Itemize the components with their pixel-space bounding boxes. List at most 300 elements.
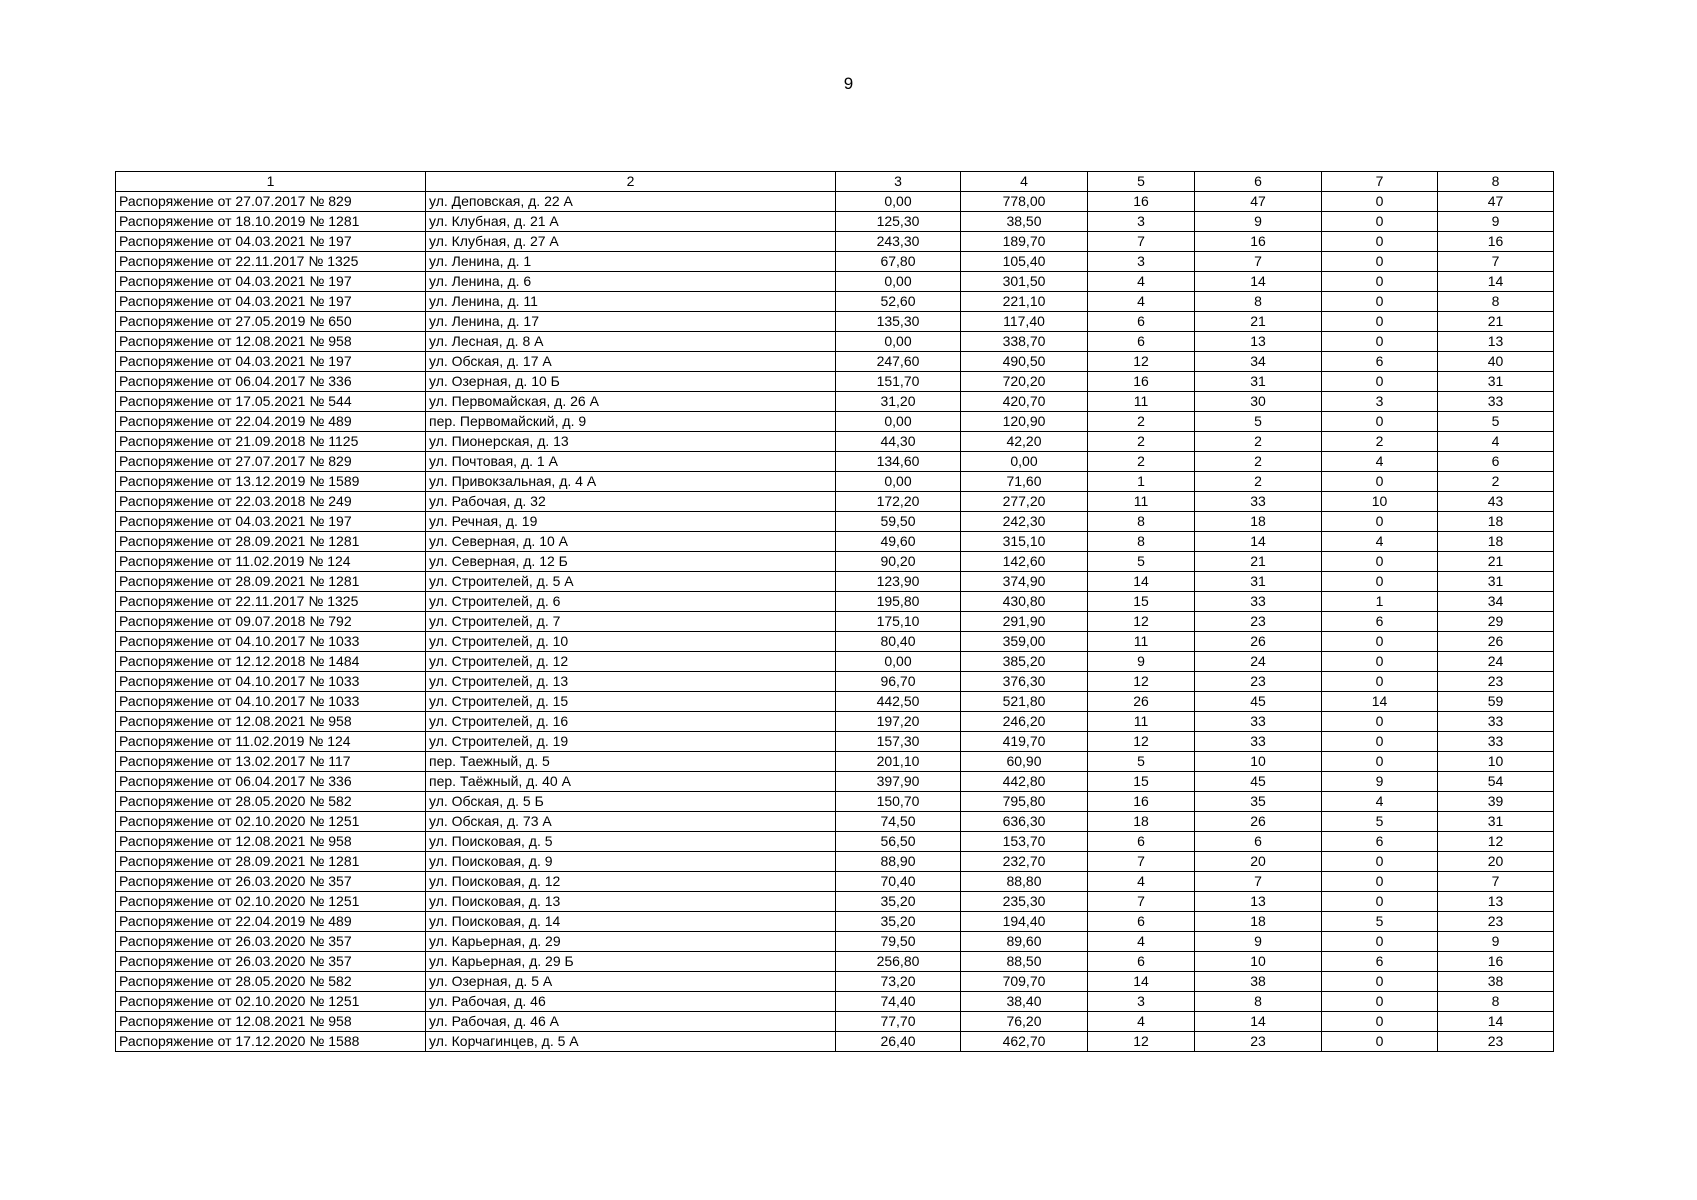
- table-row: [116, 512, 1554, 532]
- address-cell: ул. Первомайская, д. 26 А: [426, 392, 836, 412]
- table-row: [116, 352, 1554, 372]
- table-row: [116, 672, 1554, 692]
- address-cell: ул. Клубная, д. 27 А: [426, 232, 836, 252]
- column-header: 2: [426, 172, 836, 192]
- value-cell: 33: [1438, 712, 1554, 732]
- value-cell: 3: [1088, 992, 1195, 1012]
- value-cell: 246,20: [961, 712, 1088, 732]
- order-cell: Распоряжение от 13.12.2019 № 1589: [116, 472, 426, 492]
- value-cell: 33: [1195, 732, 1322, 752]
- value-cell: 16: [1088, 192, 1195, 212]
- address-cell: ул. Карьерная, д. 29: [426, 932, 836, 952]
- address-cell: ул. Строителей, д. 16: [426, 712, 836, 732]
- table-row: [116, 792, 1554, 812]
- order-cell: Распоряжение от 02.10.2020 № 1251: [116, 892, 426, 912]
- value-cell: 9: [1195, 212, 1322, 232]
- value-cell: 2: [1322, 432, 1438, 452]
- value-cell: 42,20: [961, 432, 1088, 452]
- value-cell: 6: [1438, 452, 1554, 472]
- value-cell: 419,70: [961, 732, 1088, 752]
- order-cell: Распоряжение от 22.04.2019 № 489: [116, 412, 426, 432]
- value-cell: 24: [1438, 652, 1554, 672]
- value-cell: 2: [1088, 432, 1195, 452]
- value-cell: 0: [1322, 732, 1438, 752]
- value-cell: 256,80: [836, 952, 961, 972]
- value-cell: 0,00: [836, 192, 961, 212]
- value-cell: 6: [1088, 832, 1195, 852]
- order-cell: Распоряжение от 27.05.2019 № 650: [116, 312, 426, 332]
- order-cell: Распоряжение от 17.12.2020 № 1588: [116, 1032, 426, 1052]
- value-cell: 8: [1195, 292, 1322, 312]
- order-cell: Распоряжение от 04.10.2017 № 1033: [116, 672, 426, 692]
- value-cell: 26: [1088, 692, 1195, 712]
- value-cell: 3: [1088, 252, 1195, 272]
- table-row: [116, 712, 1554, 732]
- order-cell: Распоряжение от 09.07.2018 № 792: [116, 612, 426, 632]
- table-row: [116, 912, 1554, 932]
- value-cell: 0: [1322, 752, 1438, 772]
- value-cell: 59,50: [836, 512, 961, 532]
- value-cell: 5: [1438, 412, 1554, 432]
- value-cell: 38,50: [961, 212, 1088, 232]
- value-cell: 134,60: [836, 452, 961, 472]
- value-cell: 35: [1195, 792, 1322, 812]
- value-cell: 315,10: [961, 532, 1088, 552]
- table-row: [116, 312, 1554, 332]
- column-header: 3: [836, 172, 961, 192]
- order-cell: Распоряжение от 26.03.2020 № 357: [116, 872, 426, 892]
- value-cell: 26: [1195, 632, 1322, 652]
- order-cell: Распоряжение от 28.09.2021 № 1281: [116, 852, 426, 872]
- order-cell: Распоряжение от 26.03.2020 № 357: [116, 952, 426, 972]
- value-cell: 14: [1088, 972, 1195, 992]
- order-cell: Распоряжение от 22.03.2018 № 249: [116, 492, 426, 512]
- value-cell: 0: [1322, 292, 1438, 312]
- value-cell: 0: [1322, 192, 1438, 212]
- value-cell: 1: [1088, 472, 1195, 492]
- value-cell: 175,10: [836, 612, 961, 632]
- value-cell: 795,80: [961, 792, 1088, 812]
- value-cell: 4: [1322, 532, 1438, 552]
- value-cell: 195,80: [836, 592, 961, 612]
- value-cell: 5: [1322, 812, 1438, 832]
- value-cell: 18: [1088, 812, 1195, 832]
- value-cell: 2: [1438, 472, 1554, 492]
- value-cell: 8: [1088, 532, 1195, 552]
- address-cell: ул. Строителей, д. 10: [426, 632, 836, 652]
- value-cell: 12: [1088, 1032, 1195, 1052]
- table-row: [116, 692, 1554, 712]
- value-cell: 20: [1195, 852, 1322, 872]
- value-cell: 150,70: [836, 792, 961, 812]
- value-cell: 49,60: [836, 532, 961, 552]
- value-cell: 3: [1322, 392, 1438, 412]
- column-header: 8: [1438, 172, 1554, 192]
- value-cell: 0: [1322, 872, 1438, 892]
- order-cell: Распоряжение от 04.03.2021 № 197: [116, 352, 426, 372]
- value-cell: 385,20: [961, 652, 1088, 672]
- value-cell: 0: [1322, 332, 1438, 352]
- value-cell: 89,60: [961, 932, 1088, 952]
- value-cell: 6: [1195, 832, 1322, 852]
- value-cell: 490,50: [961, 352, 1088, 372]
- order-cell: Распоряжение от 06.04.2017 № 336: [116, 372, 426, 392]
- value-cell: 4: [1322, 792, 1438, 812]
- value-cell: 0: [1322, 552, 1438, 572]
- address-cell: ул. Строителей, д. 5 А: [426, 572, 836, 592]
- value-cell: 359,00: [961, 632, 1088, 652]
- value-cell: 6: [1088, 312, 1195, 332]
- value-cell: 26,40: [836, 1032, 961, 1052]
- address-cell: ул. Почтовая, д. 1 А: [426, 452, 836, 472]
- table-row: [116, 1012, 1554, 1032]
- value-cell: 29: [1438, 612, 1554, 632]
- order-cell: Распоряжение от 26.03.2020 № 357: [116, 932, 426, 952]
- table-row: [116, 492, 1554, 512]
- value-cell: 59: [1438, 692, 1554, 712]
- order-cell: Распоряжение от 18.10.2019 № 1281: [116, 212, 426, 232]
- column-header: 6: [1195, 172, 1322, 192]
- value-cell: 194,40: [961, 912, 1088, 932]
- order-cell: Распоряжение от 22.11.2017 № 1325: [116, 592, 426, 612]
- order-cell: Распоряжение от 22.11.2017 № 1325: [116, 252, 426, 272]
- value-cell: 16: [1438, 952, 1554, 972]
- order-cell: Распоряжение от 12.08.2021 № 958: [116, 1012, 426, 1032]
- value-cell: 3: [1088, 212, 1195, 232]
- address-cell: ул. Поисковая, д. 12: [426, 872, 836, 892]
- value-cell: 117,40: [961, 312, 1088, 332]
- value-cell: 442,80: [961, 772, 1088, 792]
- value-cell: 13: [1438, 332, 1554, 352]
- value-cell: 23: [1195, 1032, 1322, 1052]
- value-cell: 243,30: [836, 232, 961, 252]
- value-cell: 142,60: [961, 552, 1088, 572]
- value-cell: 235,30: [961, 892, 1088, 912]
- table-row: [116, 832, 1554, 852]
- value-cell: 0: [1322, 852, 1438, 872]
- address-cell: ул. Поисковая, д. 5: [426, 832, 836, 852]
- address-cell: ул. Рабочая, д. 32: [426, 492, 836, 512]
- value-cell: 5: [1088, 752, 1195, 772]
- value-cell: 54: [1438, 772, 1554, 792]
- value-cell: 15: [1088, 772, 1195, 792]
- table-row: [116, 872, 1554, 892]
- value-cell: 9: [1195, 932, 1322, 952]
- value-cell: 31: [1438, 812, 1554, 832]
- value-cell: 120,90: [961, 412, 1088, 432]
- address-cell: ул. Привокзальная, д. 4 А: [426, 472, 836, 492]
- address-cell: ул. Северная, д. 10 А: [426, 532, 836, 552]
- page-number: 9: [843, 74, 854, 93]
- value-cell: 6: [1088, 332, 1195, 352]
- value-cell: 0: [1322, 252, 1438, 272]
- value-cell: 31,20: [836, 392, 961, 412]
- value-cell: 6: [1322, 832, 1438, 852]
- value-cell: 636,30: [961, 812, 1088, 832]
- value-cell: 73,20: [836, 972, 961, 992]
- value-cell: 21: [1195, 552, 1322, 572]
- value-cell: 35,20: [836, 912, 961, 932]
- value-cell: 16: [1438, 232, 1554, 252]
- address-cell: ул. Лесная, д. 8 А: [426, 332, 836, 352]
- value-cell: 88,90: [836, 852, 961, 872]
- value-cell: 44,30: [836, 432, 961, 452]
- order-cell: Распоряжение от 02.10.2020 № 1251: [116, 992, 426, 1012]
- value-cell: 35,20: [836, 892, 961, 912]
- value-cell: 4: [1088, 1012, 1195, 1032]
- table-row: [116, 292, 1554, 312]
- column-header: 1: [116, 172, 426, 192]
- value-cell: 77,70: [836, 1012, 961, 1032]
- value-cell: 11: [1088, 392, 1195, 412]
- order-cell: Распоряжение от 27.07.2017 № 829: [116, 452, 426, 472]
- value-cell: 9: [1322, 772, 1438, 792]
- value-cell: 10: [1322, 492, 1438, 512]
- order-cell: Распоряжение от 04.03.2021 № 197: [116, 292, 426, 312]
- value-cell: 23: [1438, 912, 1554, 932]
- value-cell: 34: [1195, 352, 1322, 372]
- value-cell: 6: [1088, 912, 1195, 932]
- value-cell: 18: [1195, 512, 1322, 532]
- value-cell: 172,20: [836, 492, 961, 512]
- value-cell: 76,20: [961, 1012, 1088, 1032]
- order-cell: Распоряжение от 06.04.2017 № 336: [116, 772, 426, 792]
- value-cell: 38,40: [961, 992, 1088, 1012]
- address-cell: ул. Обская, д. 5 Б: [426, 792, 836, 812]
- value-cell: 277,20: [961, 492, 1088, 512]
- address-cell: ул. Карьерная, д. 29 Б: [426, 952, 836, 972]
- value-cell: 31: [1438, 572, 1554, 592]
- table-row: [116, 412, 1554, 432]
- value-cell: 0,00: [836, 332, 961, 352]
- value-cell: 30: [1195, 392, 1322, 412]
- value-cell: 151,70: [836, 372, 961, 392]
- value-cell: 8: [1088, 512, 1195, 532]
- value-cell: 778,00: [961, 192, 1088, 212]
- value-cell: 4: [1322, 452, 1438, 472]
- value-cell: 38: [1195, 972, 1322, 992]
- value-cell: 521,80: [961, 692, 1088, 712]
- column-header: 4: [961, 172, 1088, 192]
- value-cell: 18: [1438, 532, 1554, 552]
- value-cell: 12: [1088, 352, 1195, 372]
- value-cell: 153,70: [961, 832, 1088, 852]
- value-cell: 0: [1322, 652, 1438, 672]
- value-cell: 0: [1322, 632, 1438, 652]
- value-cell: 45: [1195, 692, 1322, 712]
- order-cell: Распоряжение от 11.02.2019 № 124: [116, 552, 426, 572]
- value-cell: 31: [1438, 372, 1554, 392]
- value-cell: 15: [1088, 592, 1195, 612]
- order-cell: Распоряжение от 12.08.2021 № 958: [116, 832, 426, 852]
- resettlement-table: [115, 171, 1554, 1052]
- value-cell: 442,50: [836, 692, 961, 712]
- value-cell: 13: [1195, 332, 1322, 352]
- value-cell: 12: [1088, 672, 1195, 692]
- table-row: [116, 392, 1554, 412]
- value-cell: 0: [1322, 572, 1438, 592]
- address-cell: ул. Корчагинцев, д. 5 А: [426, 1032, 836, 1052]
- order-cell: Распоряжение от 04.10.2017 № 1033: [116, 632, 426, 652]
- table-row: [116, 212, 1554, 232]
- table-row: [116, 652, 1554, 672]
- address-cell: ул. Озерная, д. 10 Б: [426, 372, 836, 392]
- value-cell: 0: [1322, 972, 1438, 992]
- address-cell: ул. Строителей, д. 7: [426, 612, 836, 632]
- value-cell: 38: [1438, 972, 1554, 992]
- value-cell: 7: [1088, 892, 1195, 912]
- value-cell: 2: [1088, 452, 1195, 472]
- value-cell: 31: [1195, 572, 1322, 592]
- value-cell: 14: [1195, 1012, 1322, 1032]
- value-cell: 9: [1088, 652, 1195, 672]
- address-cell: ул. Речная, д. 19: [426, 512, 836, 532]
- value-cell: 720,20: [961, 372, 1088, 392]
- value-cell: 0,00: [836, 412, 961, 432]
- value-cell: 0: [1322, 312, 1438, 332]
- value-cell: 16: [1195, 232, 1322, 252]
- value-cell: 189,70: [961, 232, 1088, 252]
- table-row: [116, 972, 1554, 992]
- order-cell: Распоряжение от 04.03.2021 № 197: [116, 232, 426, 252]
- value-cell: 0: [1322, 472, 1438, 492]
- order-cell: Распоряжение от 12.08.2021 № 958: [116, 712, 426, 732]
- address-cell: ул. Ленина, д. 17: [426, 312, 836, 332]
- value-cell: 0: [1322, 372, 1438, 392]
- value-cell: 6: [1322, 352, 1438, 372]
- order-cell: Распоряжение от 04.03.2021 № 197: [116, 512, 426, 532]
- column-header: 7: [1322, 172, 1438, 192]
- value-cell: 125,30: [836, 212, 961, 232]
- table-row: [116, 992, 1554, 1012]
- value-cell: 301,50: [961, 272, 1088, 292]
- value-cell: 2: [1195, 472, 1322, 492]
- address-cell: ул. Рабочая, д. 46 А: [426, 1012, 836, 1032]
- value-cell: 374,90: [961, 572, 1088, 592]
- value-cell: 5: [1322, 912, 1438, 932]
- order-cell: Распоряжение от 28.05.2020 № 582: [116, 792, 426, 812]
- table-row: [116, 772, 1554, 792]
- value-cell: 23: [1195, 672, 1322, 692]
- value-cell: 23: [1438, 1032, 1554, 1052]
- value-cell: 12: [1438, 832, 1554, 852]
- value-cell: 13: [1438, 892, 1554, 912]
- value-cell: 157,30: [836, 732, 961, 752]
- address-cell: ул. Ленина, д. 6: [426, 272, 836, 292]
- address-cell: ул. Обская, д. 73 А: [426, 812, 836, 832]
- table-row: [116, 432, 1554, 452]
- value-cell: 74,50: [836, 812, 961, 832]
- value-cell: 2: [1088, 412, 1195, 432]
- value-cell: 56,50: [836, 832, 961, 852]
- value-cell: 135,30: [836, 312, 961, 332]
- table-row: [116, 592, 1554, 612]
- value-cell: 60,90: [961, 752, 1088, 772]
- value-cell: 7: [1195, 252, 1322, 272]
- value-cell: 88,50: [961, 952, 1088, 972]
- value-cell: 376,30: [961, 672, 1088, 692]
- table-row: [116, 232, 1554, 252]
- value-cell: 14: [1438, 272, 1554, 292]
- address-cell: ул. Поисковая, д. 9: [426, 852, 836, 872]
- value-cell: 242,30: [961, 512, 1088, 532]
- value-cell: 197,20: [836, 712, 961, 732]
- value-cell: 10: [1438, 752, 1554, 772]
- value-cell: 0: [1322, 232, 1438, 252]
- value-cell: 430,80: [961, 592, 1088, 612]
- order-cell: Распоряжение от 11.02.2019 № 124: [116, 732, 426, 752]
- value-cell: 26: [1195, 812, 1322, 832]
- value-cell: 80,40: [836, 632, 961, 652]
- value-cell: 7: [1088, 232, 1195, 252]
- address-cell: ул. Ленина, д. 11: [426, 292, 836, 312]
- value-cell: 79,50: [836, 932, 961, 952]
- value-cell: 0,00: [836, 472, 961, 492]
- value-cell: 1: [1322, 592, 1438, 612]
- value-cell: 7: [1438, 872, 1554, 892]
- value-cell: 88,80: [961, 872, 1088, 892]
- value-cell: 39: [1438, 792, 1554, 812]
- value-cell: 23: [1195, 612, 1322, 632]
- value-cell: 2: [1195, 432, 1322, 452]
- value-cell: 338,70: [961, 332, 1088, 352]
- value-cell: 40: [1438, 352, 1554, 372]
- value-cell: 0: [1322, 672, 1438, 692]
- value-cell: 462,70: [961, 1032, 1088, 1052]
- value-cell: 8: [1195, 992, 1322, 1012]
- table-row: [116, 612, 1554, 632]
- value-cell: 9: [1438, 932, 1554, 952]
- value-cell: 33: [1195, 712, 1322, 732]
- value-cell: 6: [1322, 952, 1438, 972]
- value-cell: 67,80: [836, 252, 961, 272]
- value-cell: 4: [1088, 272, 1195, 292]
- value-cell: 33: [1195, 492, 1322, 512]
- table-row: [116, 472, 1554, 492]
- table-row: [116, 892, 1554, 912]
- value-cell: 221,10: [961, 292, 1088, 312]
- address-cell: ул. Ленина, д. 1: [426, 252, 836, 272]
- value-cell: 12: [1088, 732, 1195, 752]
- order-cell: Распоряжение от 02.10.2020 № 1251: [116, 812, 426, 832]
- value-cell: 33: [1438, 392, 1554, 412]
- value-cell: 105,40: [961, 252, 1088, 272]
- table-row: [116, 732, 1554, 752]
- value-cell: 5: [1088, 552, 1195, 572]
- value-cell: 34: [1438, 592, 1554, 612]
- value-cell: 10: [1195, 752, 1322, 772]
- value-cell: 47: [1438, 192, 1554, 212]
- address-cell: ул. Северная, д. 12 Б: [426, 552, 836, 572]
- value-cell: 18: [1438, 512, 1554, 532]
- order-cell: Распоряжение от 04.10.2017 № 1033: [116, 692, 426, 712]
- value-cell: 7: [1438, 252, 1554, 272]
- address-cell: ул. Рабочая, д. 46: [426, 992, 836, 1012]
- table-row: [116, 752, 1554, 772]
- value-cell: 16: [1088, 792, 1195, 812]
- value-cell: 201,10: [836, 752, 961, 772]
- value-cell: 21: [1195, 312, 1322, 332]
- value-cell: 11: [1088, 632, 1195, 652]
- order-cell: Распоряжение от 28.09.2021 № 1281: [116, 532, 426, 552]
- value-cell: 71,60: [961, 472, 1088, 492]
- value-cell: 0: [1322, 512, 1438, 532]
- value-cell: 397,90: [836, 772, 961, 792]
- value-cell: 232,70: [961, 852, 1088, 872]
- order-cell: Распоряжение от 22.04.2019 № 489: [116, 912, 426, 932]
- order-cell: Распоряжение от 17.05.2021 № 544: [116, 392, 426, 412]
- value-cell: 7: [1195, 872, 1322, 892]
